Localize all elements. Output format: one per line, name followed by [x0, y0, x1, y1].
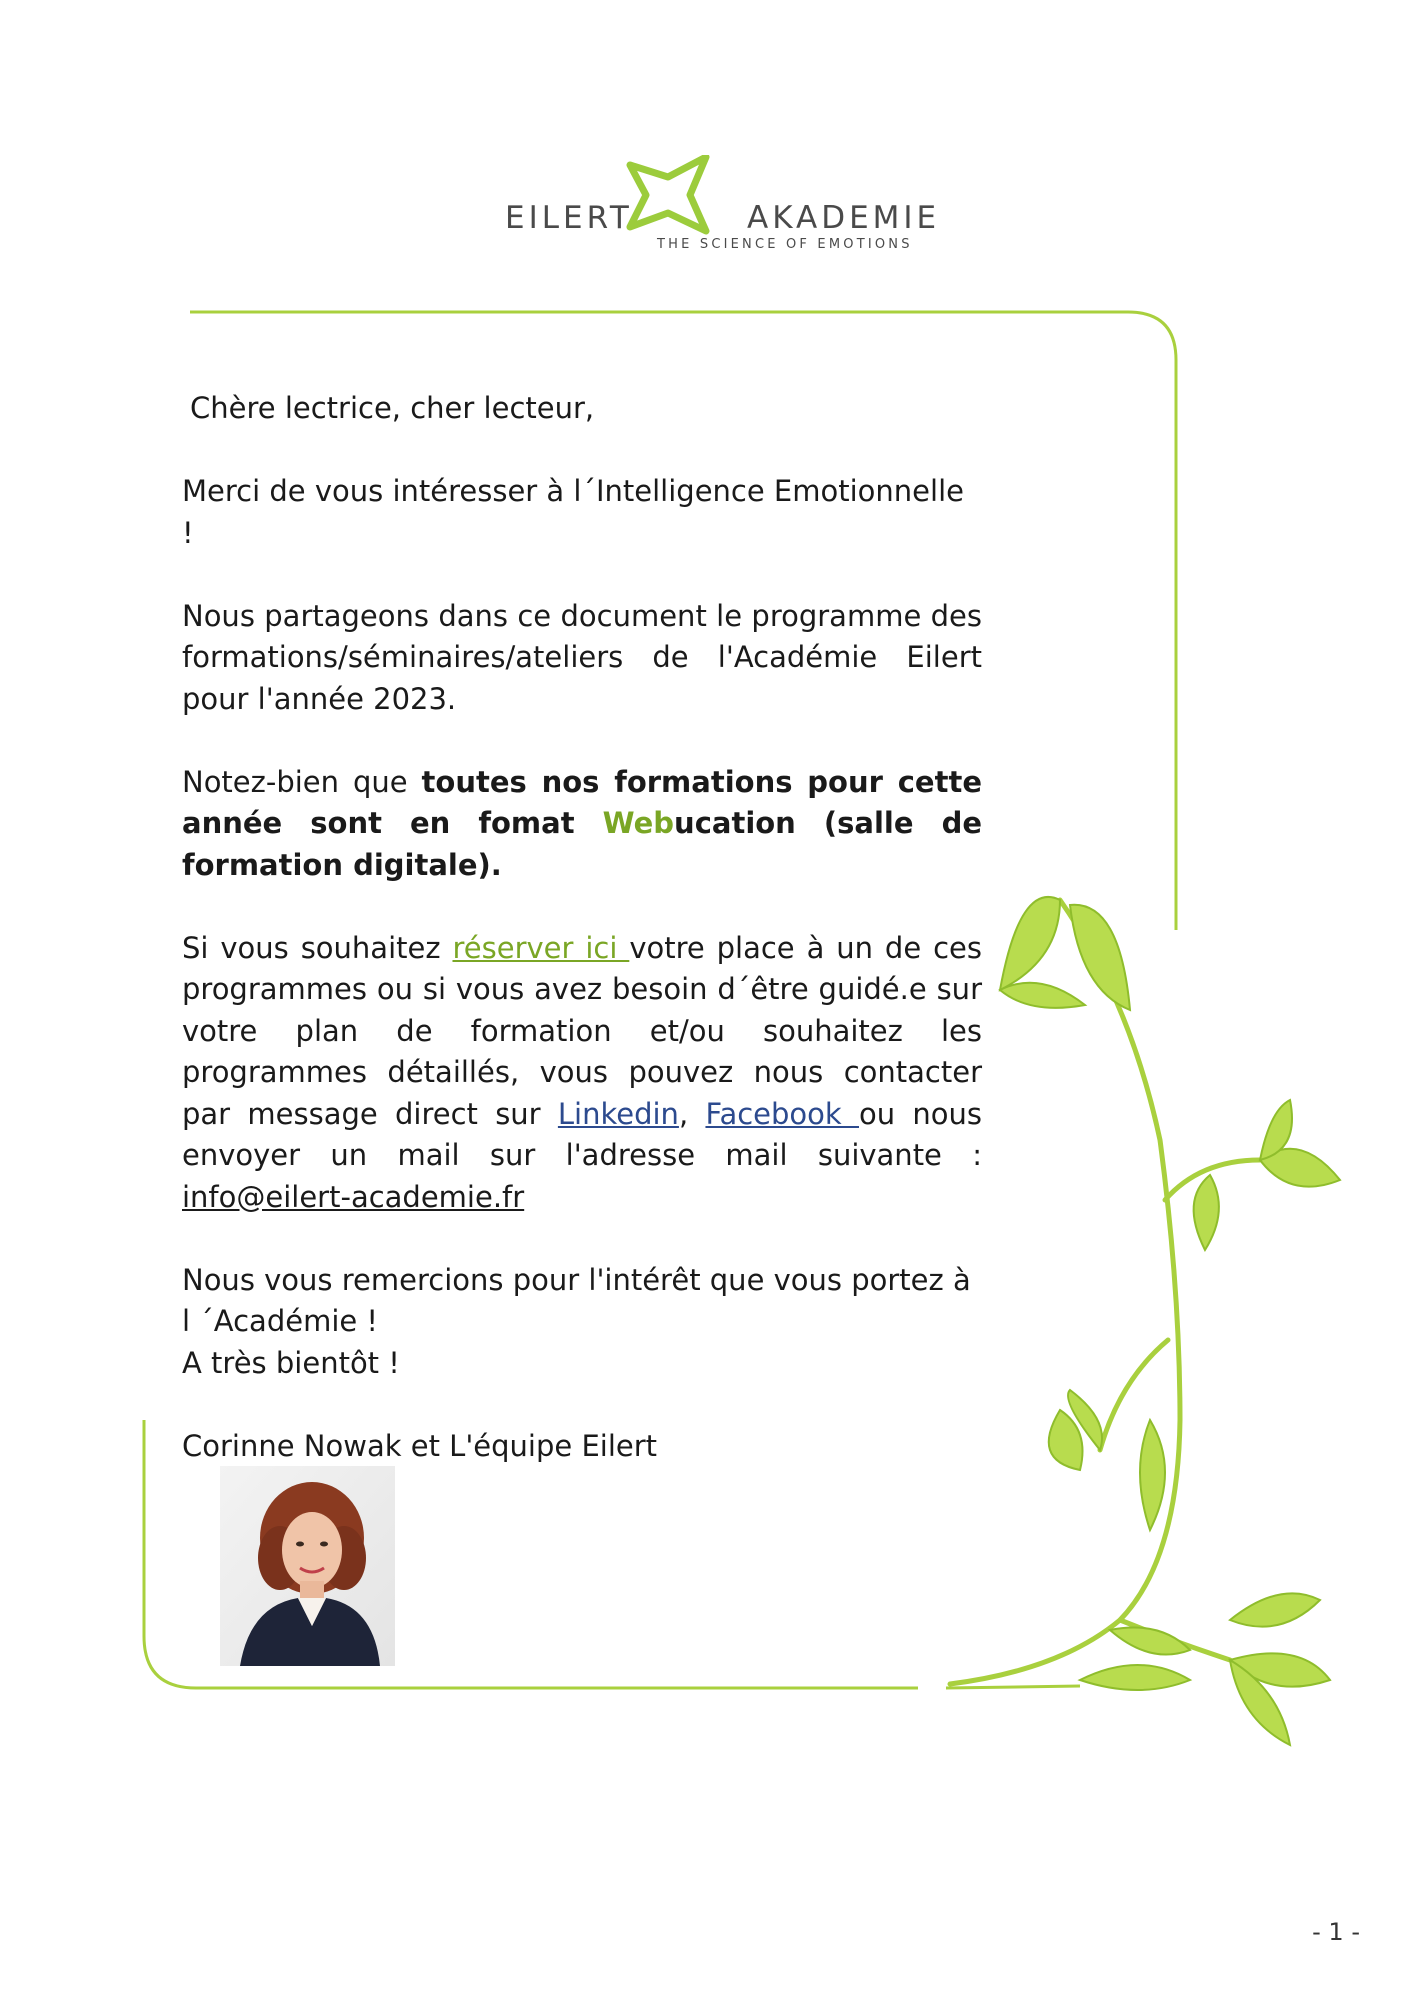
- logo-tagline: THE SCIENCE OF EMOTIONS: [657, 237, 913, 252]
- paragraph-contact: [182, 928, 982, 1219]
- contact-comma: ,: [678, 1096, 706, 1131]
- vine-decoration: [950, 900, 1260, 1684]
- logo-text-eilert: EILERT: [505, 200, 633, 236]
- letter-body: [182, 388, 982, 1509]
- page-number: - 1 -: [1312, 1918, 1360, 1946]
- format-bold-a: toutes nos formations pour cette année sont en fomat: [182, 764, 982, 840]
- format-web-highlight: Web: [602, 806, 675, 840]
- eilert-akademie-logo: [505, 155, 941, 255]
- logo-text-akademie: AKADEMIE: [747, 200, 941, 236]
- paragraph-program: Nous partageons dans ce document le programme des formations/séminaires/ateliers de l'Académie Eilert pour l'année 2023.: [182, 598, 982, 716]
- format-bold-b: ucation (salle de formation digitale).: [182, 806, 983, 882]
- contact-text-end: ou nous envoyer un mail sur l'adresse mail suivante :: [182, 1096, 983, 1172]
- contact-text-mid: votre place à un de ces programmes ou si vous avez besoin d´être guidé.e sur votre plan de formation et/ou souhaitez les programmes détaillés, vous pouvez nous contacter par message direct sur: [182, 930, 982, 1131]
- greeting: Chère lectrice, cher lecteur,: [190, 391, 595, 425]
- logo-star-icon: [618, 155, 718, 235]
- email-link[interactable]: info@eilert-academie.fr: [182, 1179, 525, 1214]
- paragraph-see-you: A très bientôt !: [182, 1345, 400, 1380]
- signature: Corinne Nowak et L'équipe Eilert: [182, 1428, 658, 1463]
- paragraph-format: [182, 762, 982, 887]
- facebook-link[interactable]: Facebook: [705, 1096, 859, 1131]
- portrait-photo: [220, 1466, 395, 1666]
- format-text-start: Notez-bien que: [182, 764, 422, 799]
- reserve-link[interactable]: réserver ici: [452, 930, 630, 965]
- contact-text-start: Si vous souhaitez: [182, 930, 453, 965]
- paragraph-thanks: Nous vous remercions pour l'intérêt que vous portez à l ´Académie !: [182, 1262, 971, 1338]
- portrait-illustration: [220, 1466, 395, 1666]
- linkedin-link[interactable]: Linkedin: [557, 1096, 679, 1131]
- paragraph-intro: Merci de vous intéresser à l´Intelligence Emotionnelle !: [182, 474, 964, 550]
